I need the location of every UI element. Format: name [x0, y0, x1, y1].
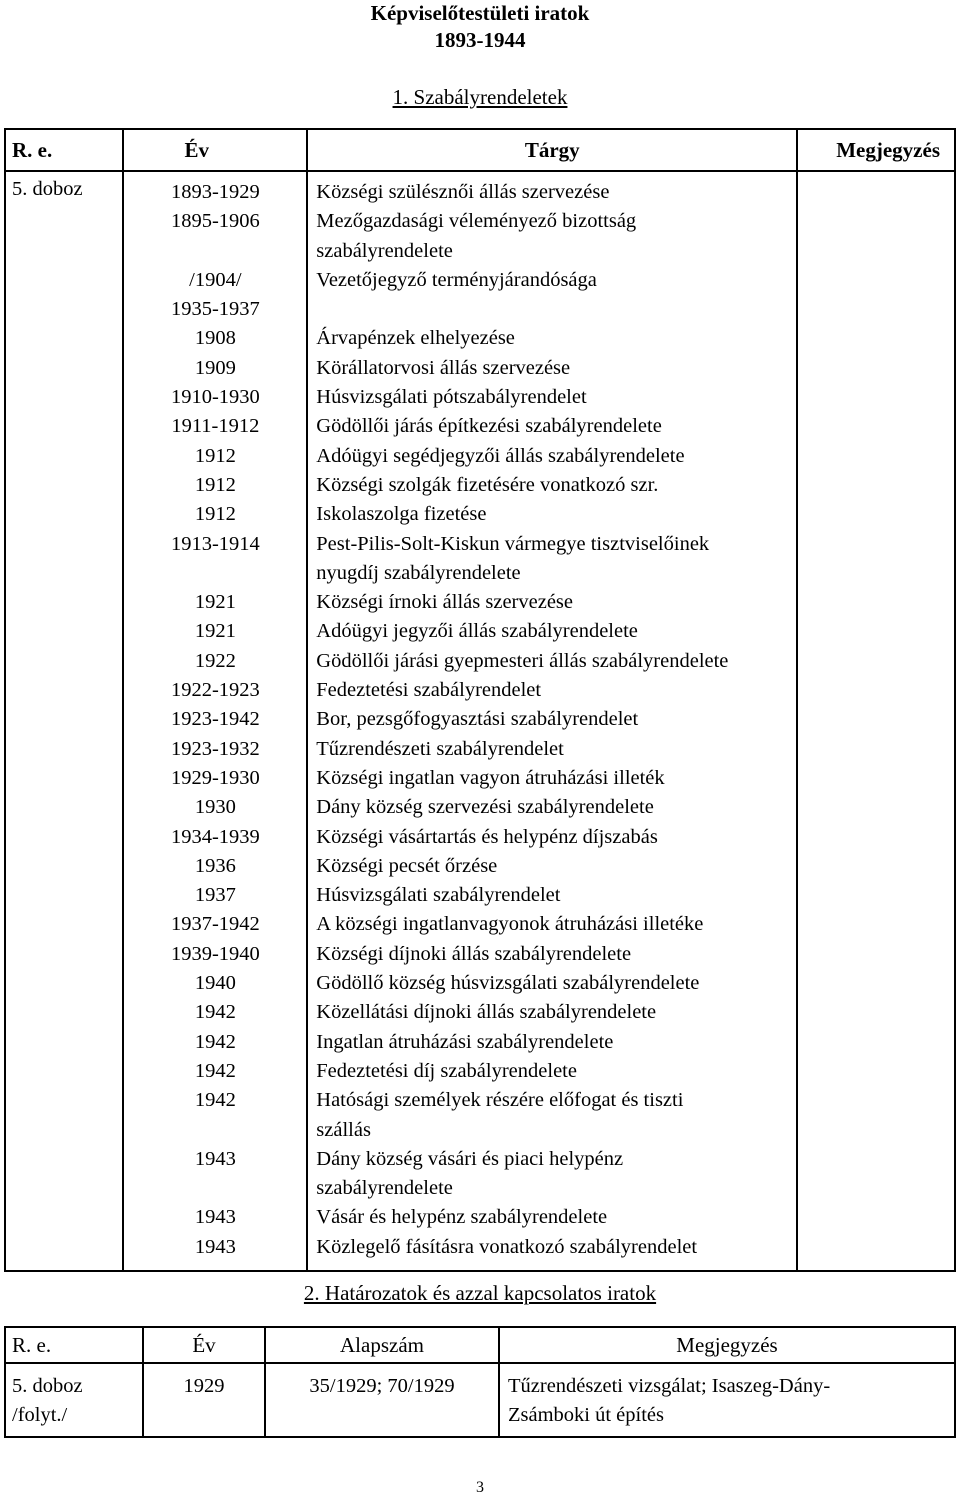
subject-line: Adóügyi segédjegyzői állás szabályrendelete	[316, 444, 685, 467]
year-line: 1937-1942	[170, 913, 260, 936]
year-line: 1922	[194, 649, 236, 672]
year-line: 1895-1906	[170, 210, 260, 233]
section-1-title: 1. Szabályrendeletek	[392, 85, 568, 109]
year-line: 1912	[194, 473, 236, 496]
year-line: 1921	[194, 591, 236, 614]
subject-line: Gödöllő község húsvizsgálati szabályrendelete	[316, 972, 700, 995]
subject-line: Közlegelő fásításra vonatkozó szabályrendelet	[316, 1235, 698, 1258]
subject-line: Pest-Pilis-Solt-Kiskun vármegye tisztviselőinek	[316, 532, 710, 555]
subject-line: Fedeztetési szabályrendelet	[316, 679, 542, 702]
year-line: 1935-1937	[170, 298, 260, 321]
subject-line: Dány község vásári és piaci helypénz	[316, 1147, 624, 1170]
year-line: 1942	[194, 1030, 236, 1053]
subject-line: Mezőgazdasági véleményező bizottság	[316, 210, 637, 233]
subject-line: Ingatlan átruházási szabályrendelete	[316, 1030, 614, 1053]
subject-line: Árvapénzek elhelyezése	[316, 327, 515, 350]
table-header-row	[5, 129, 955, 171]
note-line: Tűzrendészeti vizsgálat; Isaszeg-Dány-	[508, 1375, 831, 1397]
page-number: 3	[476, 1479, 484, 1496]
year-line: 1913-1914	[170, 532, 260, 555]
year-line: 1942	[194, 1001, 236, 1024]
column-header-base-number: Alapszám	[265, 1327, 499, 1363]
year-line: 1936	[194, 854, 236, 877]
box-line: /folyt./	[12, 1404, 68, 1426]
year-cell: 1929	[143, 1363, 265, 1437]
year-line: 1923-1942	[170, 708, 260, 731]
subject-line: Húsvizsgálati pótszabályrendelet	[316, 386, 587, 409]
year-line: 1939-1940	[170, 942, 260, 965]
subject-line: Községi pecsét őrzése	[316, 854, 498, 877]
subject-line: Közellátási díjnoki állás szabályrendelete	[316, 1001, 657, 1024]
year-line: 1930	[194, 796, 236, 819]
year-line: 1893-1929	[170, 181, 260, 203]
base-number-cell: 35/1929; 70/1929	[265, 1363, 499, 1437]
subject-line: Húsvizsgálati szabályrendelet	[316, 884, 561, 907]
subjects-cell	[307, 171, 797, 1271]
subject-line: Községi vásártartás és helypénz díjszabás	[316, 825, 658, 848]
subject-line: Vásár és helypénz szabályrendelete	[316, 1206, 608, 1229]
table-header-row	[5, 1327, 955, 1363]
subject-line: szabályrendelete	[316, 1177, 453, 1200]
year-line: 1908	[194, 327, 236, 350]
year-line: 1911-1912	[171, 415, 260, 438]
subject-line: nyugdíj szabályrendelete	[316, 561, 521, 584]
year-line: 1912	[194, 444, 236, 467]
year-line: 1942	[194, 1059, 236, 1082]
subject-line: Gödöllői járás építkezési szabályrendelete	[316, 415, 662, 438]
year-line: 1940	[194, 972, 236, 995]
year-line	[124, 237, 306, 266]
column-header-notes: Megjegyzés	[499, 1327, 955, 1363]
subject-line: Tűzrendészeti szabályrendelet	[316, 737, 564, 760]
year-line: 1934-1939	[170, 825, 260, 848]
subject-line: Községi szolgák fizetésére vonatkozó szr.	[316, 473, 659, 496]
year-line: 1943	[194, 1147, 236, 1170]
year-line: 1922-1923	[170, 679, 260, 702]
year-line: 1937	[194, 884, 236, 907]
subject-line: Községi írnoki állás szervezése	[316, 591, 573, 614]
year-line: 1909	[194, 356, 236, 379]
subject-line: Községi díjnoki állás szabályrendelete	[316, 942, 632, 965]
year-line: 1912	[194, 503, 236, 526]
subject-line: Vezetőjegyző terményjárandósága	[316, 268, 597, 291]
document-title: Képviselőtestületi iratok	[370, 1, 590, 25]
table-row	[5, 1363, 955, 1437]
year-line: 1910-1930	[170, 386, 260, 409]
year-line: 1943	[194, 1235, 236, 1258]
note-line: Zsámboki út építés	[508, 1404, 665, 1426]
table-body-row	[5, 171, 955, 1271]
subject-line: Körállatorvosi állás szervezése	[316, 356, 571, 379]
year-line: 1943	[194, 1206, 236, 1229]
column-header-re: R. e.	[5, 1327, 143, 1363]
year-line: /1904/	[189, 268, 242, 291]
year-line: 1929-1930	[170, 766, 260, 789]
subject-line	[316, 295, 796, 324]
year-line	[124, 1116, 306, 1145]
notes-cell	[797, 171, 955, 1271]
subject-line: Gödöllői járási gyepmesteri állás szabályrendelete	[316, 649, 729, 672]
column-header-year: Év	[143, 1327, 265, 1363]
subject-line: Iskolaszolga fizetése	[316, 503, 487, 526]
column-header-subject: Tárgy	[307, 129, 797, 171]
section-2-title: 2. Határozatok és azzal kapcsolatos iratok	[303, 1281, 657, 1305]
year-line: 1921	[194, 620, 236, 643]
box-cell: 5. doboz	[5, 171, 123, 1271]
column-header-re: R. e.	[5, 129, 123, 171]
subject-line: Községi szülésznői állás szervezése	[316, 181, 610, 203]
subject-line: szállás	[316, 1118, 371, 1141]
year-line: 1923-1932	[170, 737, 260, 760]
subject-line: Adóügyi jegyzői állás szabályrendelete	[316, 620, 638, 643]
note-cell	[499, 1363, 955, 1437]
years-cell	[123, 171, 307, 1271]
box-line: 5. doboz	[12, 1375, 83, 1397]
column-header-notes: Megjegyzés	[797, 129, 955, 171]
subject-line: Dány község szervezési szabályrendelete	[316, 796, 654, 819]
year-line	[124, 559, 306, 588]
subject-line: A községi ingatlanvagyonok átruházási illetéke	[316, 913, 704, 936]
subject-line: Fedeztetési díj szabályrendelete	[316, 1059, 577, 1082]
column-header-year: Év	[123, 129, 307, 171]
box-cell	[5, 1363, 143, 1437]
subject-line: Bor, pezsgőfogyasztási szabályrendelet	[316, 708, 639, 731]
year-line: 1942	[194, 1089, 236, 1112]
subject-line: szabályrendelete	[316, 239, 453, 262]
resolutions-table	[4, 1326, 956, 1438]
document-years: 1893-1944	[434, 28, 526, 52]
regulations-table	[4, 128, 956, 1272]
subject-line: Hatósági személyek részére előfogat és tiszti	[316, 1089, 684, 1112]
year-line	[124, 1174, 306, 1203]
subject-line: Községi ingatlan vagyon átruházási illeték	[316, 766, 665, 789]
